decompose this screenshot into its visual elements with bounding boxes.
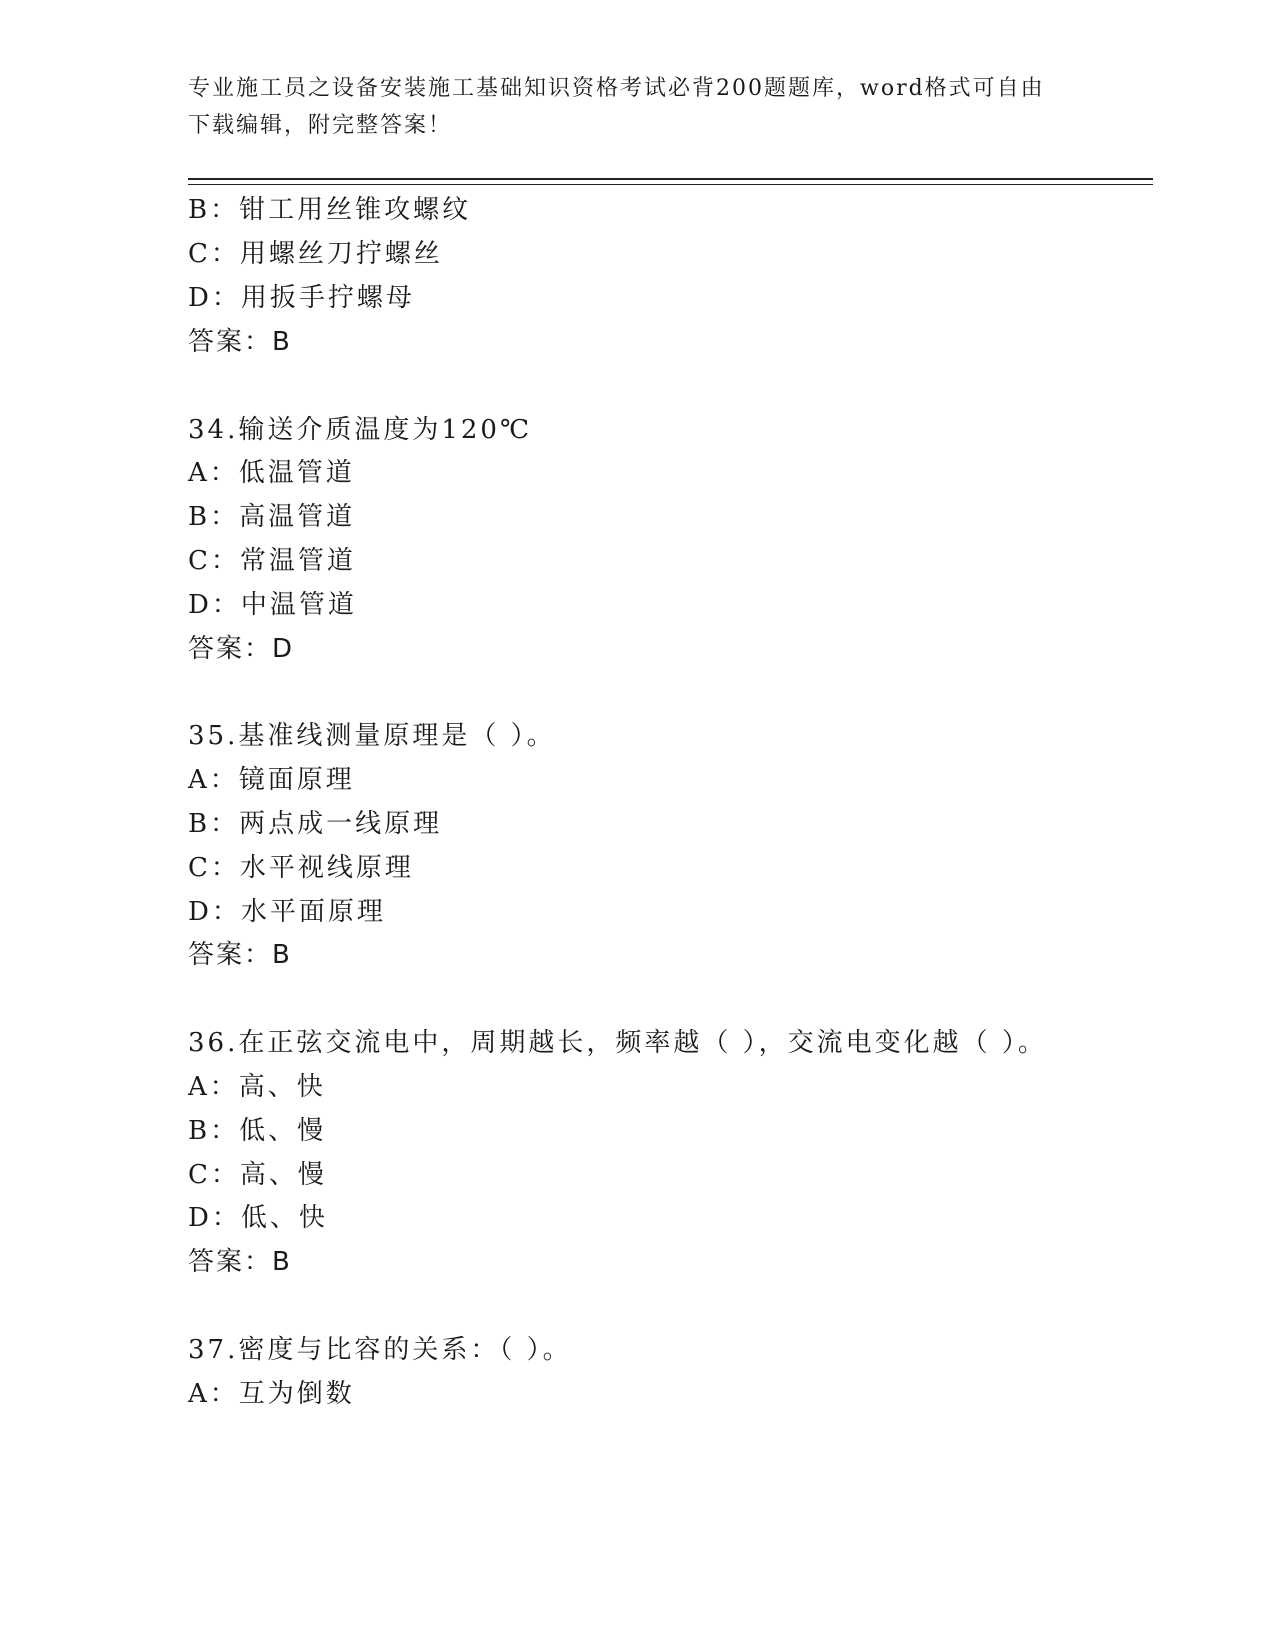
q34-stem: 34.输送介质温度为120℃	[188, 415, 533, 445]
q35-answer: 答案：B	[188, 940, 292, 970]
q37-option-a: A：互为倒数	[188, 1379, 355, 1409]
header-divider-thin	[188, 184, 1153, 185]
q34-option-a: A：低温管道	[188, 458, 355, 488]
q36-option-d: D：低、快	[188, 1203, 328, 1233]
q33-option-b: B：钳工用丝锥攻螺纹	[188, 195, 472, 225]
q36-answer: 答案：B	[188, 1247, 292, 1277]
q34-answer: 答案：D	[188, 634, 295, 664]
q33-option-d: D：用扳手拧螺母	[188, 283, 415, 313]
header-divider-thick	[188, 178, 1153, 180]
document-header	[188, 70, 1088, 144]
q36-option-c: C：高、慢	[188, 1160, 327, 1190]
q35-option-a: A：镜面原理	[188, 765, 355, 795]
q35-option-b: B：两点成一线原理	[188, 809, 443, 839]
q35-stem: 35.基准线测量原理是（ ）。	[188, 721, 556, 751]
q36-option-a: A：高、快	[188, 1072, 326, 1102]
q37-stem: 37.密度与比容的关系：（ ）。	[188, 1335, 572, 1365]
q33-option-c: C：用螺丝刀拧螺丝	[188, 239, 443, 269]
q34-option-d: D：中温管道	[188, 590, 357, 620]
header-line-2: 下载编辑，附完整答案！	[188, 113, 453, 138]
q34-option-b: B：高温管道	[188, 502, 356, 532]
q36-option-b: B：低、慢	[188, 1116, 327, 1146]
q35-option-d: D：水平面原理	[188, 897, 386, 927]
header-line-1: 专业施工员之设备安装施工基础知识资格考试必背200题题库，word格式可自由	[188, 76, 1045, 101]
q33-answer: 答案：B	[188, 327, 292, 357]
q36-stem: 36.在正弦交流电中，周期越长，频率越（ ），交流电变化越（ ）。	[188, 1028, 1047, 1058]
q34-option-c: C：常温管道	[188, 546, 356, 576]
q35-option-c: C：水平视线原理	[188, 853, 414, 883]
